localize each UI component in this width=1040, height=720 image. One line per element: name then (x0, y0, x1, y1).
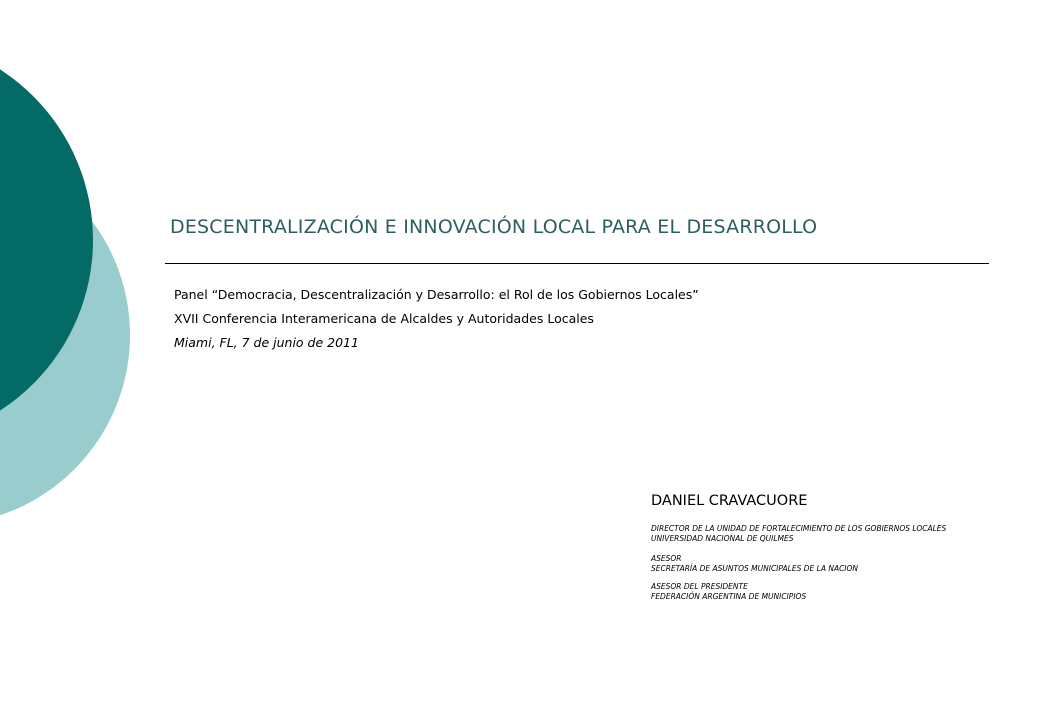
author-role-line: DIRECTOR DE LA UNIDAD DE FORTALECIMIENTO DE LOS GOBIERNOS LOCALES (651, 524, 947, 533)
title-divider (165, 263, 989, 264)
subtitle-panel: Panel “Democracia, Descentralización y Desarrollo: el Rol de los Gobiernos Locales” (174, 287, 699, 302)
decorative-circles (0, 0, 140, 720)
author-role-line: UNIVERSIDAD NACIONAL DE QUILMES (651, 534, 794, 543)
author-role-line: ASESOR (651, 554, 682, 563)
subtitle-conference: XVII Conferencia Interamericana de Alcaldes y Autoridades Locales (174, 311, 594, 326)
author-role-line: SECRETARÍA DE ASUNTOS MUNICIPALES DE LA NACION (651, 564, 859, 573)
subtitle-date-location: Miami, FL, 7 de junio de 2011 (174, 335, 359, 350)
author-role-line: ASESOR DEL PRESIDENTE (651, 582, 748, 591)
author-role-line: FEDERACIÓN ARGENTINA DE MUNICIPIOS (651, 592, 807, 601)
author-name: DANIEL CRAVACUORE (651, 493, 808, 509)
slide-title: DESCENTRALIZACIÓN E INNOVACIÓN LOCAL PARA EL DESARROLLO (170, 216, 818, 238)
